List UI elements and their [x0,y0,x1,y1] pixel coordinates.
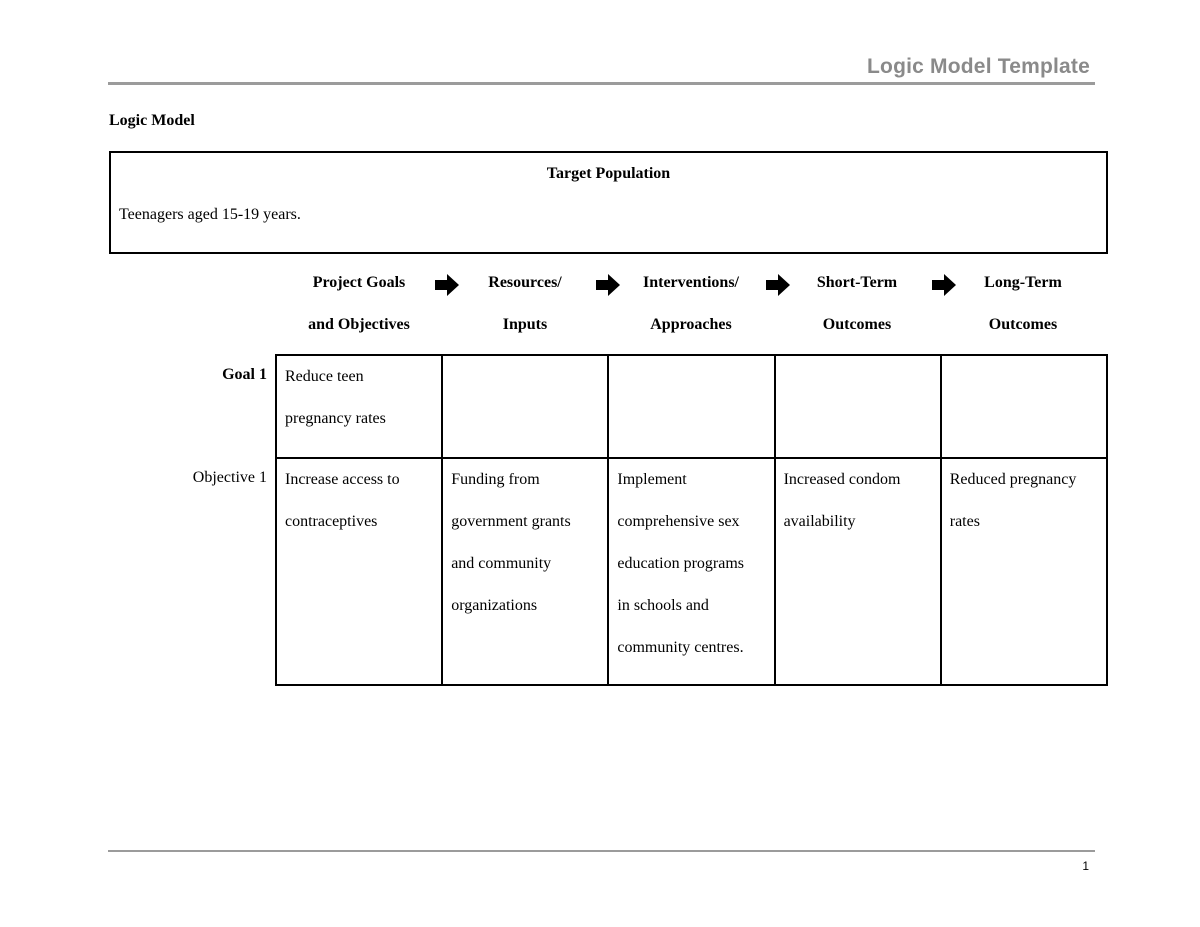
cell-line: Funding from [451,471,540,488]
cell-line: and community [451,555,552,572]
column-header-short-term [774,262,940,346]
cell-line: Reduce teen [285,368,364,385]
column-header-line: Short-Term [816,274,898,291]
column-header-interventions [608,262,774,346]
column-headers [276,262,1108,332]
logic-model-table [275,354,1108,686]
table-cell [608,355,774,458]
cell-line: comprehensive sex [617,513,740,530]
column-header-line: Resources/ [488,274,562,291]
section-title: Logic Model [109,112,195,129]
table-cell [775,355,941,458]
column-header-line: Long-Term [984,274,1062,291]
table-cell [276,355,442,458]
table-cell [941,355,1107,458]
column-header-line: Outcomes [822,316,892,333]
cell-line: pregnancy rates [285,410,386,427]
column-header-goals [276,262,442,346]
table-cell [442,355,608,458]
column-header-line: Approaches [650,316,732,333]
column-header-line: Project Goals [312,274,406,291]
row-label-goal: Goal 1 [222,366,267,383]
cell-line: in schools and [617,597,709,614]
column-header-long-term [940,262,1106,346]
cell-line: Reduced pregnancy [949,471,1077,488]
column-header-resources [442,262,608,346]
footer-rule [108,850,1095,852]
table-cell [941,458,1107,685]
cell-line: Increased condom [783,471,901,488]
target-population-box [109,151,1108,254]
cell-line: Increase access to [285,471,400,488]
cell-line: community centres. [617,639,744,656]
page-number: 1 [1082,859,1089,873]
cell-line: availability [783,513,856,530]
target-population-heading: Target Population [546,165,671,182]
cell-line: organizations [451,597,538,614]
table-row [276,355,1107,458]
cell-line: education programs [617,555,744,572]
table-cell [775,458,941,685]
table-cell [608,458,774,685]
target-population-text: Teenagers aged 15-19 years. [119,206,301,223]
header-rule [108,82,1095,85]
row-label-objective: Objective 1 [192,469,267,486]
document-header-title: Logic Model Template [867,55,1090,78]
column-header-line: Outcomes [988,316,1058,333]
column-header-line: Inputs [502,316,548,333]
cell-line: government grants [451,513,571,530]
column-header-line: Interventions/ [643,274,739,291]
column-header-line: and Objectives [308,316,410,333]
cell-line: contraceptives [285,513,378,530]
table-cell [276,458,442,685]
cell-line: Implement [617,471,687,488]
cell-line: rates [949,513,980,530]
table-row [276,458,1107,685]
table-cell [442,458,608,685]
